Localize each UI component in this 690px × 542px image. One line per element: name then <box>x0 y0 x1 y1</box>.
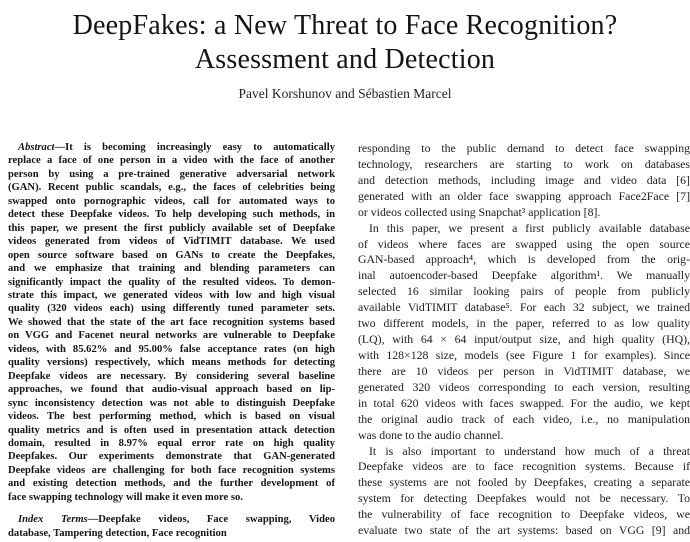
index-terms-label: Index Terms <box>18 514 88 526</box>
title-line-2: Assessment and Detection <box>194 44 496 75</box>
index-terms-first-line <box>8 513 335 526</box>
abstract-body: replace a face of one person in a video with the face of another person by using a pre-trained generative adversarial network (GAN). Recent public scandals, e.g., the faces of celebrities being swapped onto pornographic videos, call for automated ways to detect these Deepfake videos. To help developing such methods, in this paper, we present the first publicly available set of Deepfake videos generated from videos of VidTIMIT database. We used open source software based on GANs to create the Deepfakes, and we emphasize that training and blending parameters can significantly impact the quality of the resulted videos. To demon- strate this impact, we generated videos with low and high visual quality (320 videos each) using differently tuned parameter sets. We showed that the state of the art face recognition systems based on VGG and Facenet neural networks are vulnerable to Deepfake videos, with 85.62% and 95.00% false acceptance rates (on high quality versions) respectively, which means methods for detecting Deepfake videos are necessary. By considering several baseline approaches, we found that audio-visual approach based on lip- sync inconsistency detection was not able to distinguish Deepfake videos. The best performing method, which is based on visual quality metrics and is often used in presentation attack detection domain, resulted in 8.97% equal error rate on high quality Deepfakes. Our experiments demonstrate that GAN-generated Deepfake videos are challenging for both face recognition systems and existing detection methods, and the further development of face swapping technology will make it even more so. <box>8 155 335 503</box>
title-line-1: DeepFakes: a New Threat to Face Recognition? <box>72 10 618 41</box>
left-column <box>8 141 335 540</box>
abstract-first-line <box>8 141 335 154</box>
abstract-first-line-text: —It is becoming increasingly easy to automatically <box>54 142 335 153</box>
abstract <box>8 141 335 504</box>
paper-title <box>0 0 690 77</box>
abstract-label: Abstract <box>18 142 55 153</box>
body-paragraph-1: responding to the public demand to detect face swapping technology, researchers are starting to work on databases and detection methods, including image and video data [6] generated with an older face swapping approach Face2Face [7] or videos collected using Snapchat³ application [8]. <box>358 141 690 219</box>
two-column-body <box>8 141 690 540</box>
index-terms-last-line: database, Tampering detection, Face recognition <box>8 527 227 539</box>
body-paragraph-2: In this paper, we present a first publicly available database of videos where faces are swapped using the open source GAN-based approach⁴, which is developed from the orig- inal autoencoder-based Deepfake algorithm¹. We manually selected 16 similar looking pairs of people from publicly available VidTIMIT database⁵. For each 32 subject, we trained two different models, in the paper, referred to as low quality (LQ), with 64 × 64 input/output size, and high quality (HQ), with 128×128 size, models (see Figure 1 for examples). Since there are 10 videos per person in VidTIMIT database, we generated 320 videos corresponding to each version, resulting in total 620 videos with faces swapped. For the audio, we kept the original audio track of each video, i.e., no manipulation was done to the audio channel. <box>358 220 690 442</box>
body-paragraph-3: It is also important to understand how much of a threat Deepfake videos are to face recognition systems. Because if these systems are not fooled by Deepfakes, creating a separate system for detecting Deepfakes would not be necessary. To the vulnerability of face recognition to Deepfake videos, we evaluate two state of the art systems: based on VGG [9] and <box>358 443 690 538</box>
right-column <box>358 141 690 540</box>
authors: Pavel Korshunov and Sébastien Marcel <box>238 86 452 101</box>
index-terms <box>8 513 335 540</box>
index-terms-first-line-text: —Deepfake videos, Face swapping, Video <box>87 514 335 526</box>
